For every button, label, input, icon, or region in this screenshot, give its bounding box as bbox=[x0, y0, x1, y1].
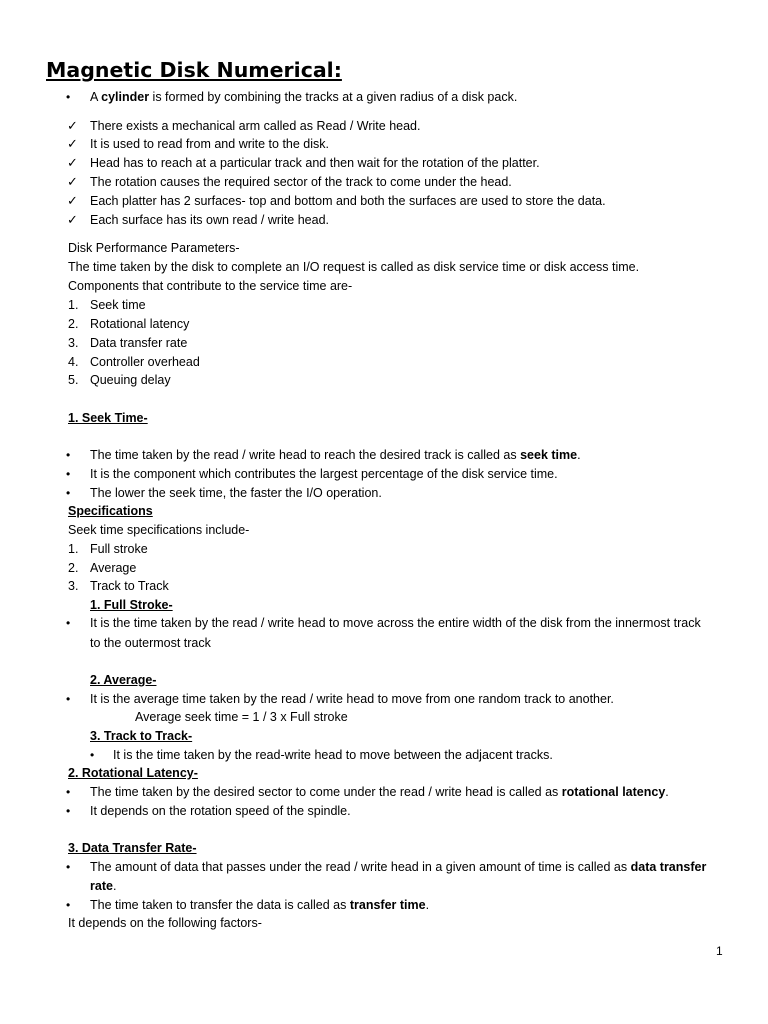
component-item: Controller overhead bbox=[90, 355, 200, 369]
checklist-item: Head has to reach at a particular track and then wait for the rotation of the platter. bbox=[90, 156, 540, 170]
bullet-icon: • bbox=[66, 448, 71, 462]
track-to-track-definition: It is the time taken by the read-write head to move between the adjacent tracks. bbox=[113, 748, 553, 762]
checkmark-icon: ✓ bbox=[67, 136, 78, 151]
bullet-icon: • bbox=[66, 486, 71, 500]
data-transfer-rate-heading: 3. Data Transfer Rate- bbox=[68, 841, 197, 855]
list-number: 1. bbox=[68, 298, 79, 312]
checklist-item: Each platter has 2 surfaces- top and bottom and both the surfaces are used to store the data. bbox=[90, 194, 606, 208]
component-item: Seek time bbox=[90, 298, 146, 312]
average-formula: Average seek time = 1 / 3 x Full stroke bbox=[135, 710, 348, 724]
list-number: 3. bbox=[68, 579, 79, 593]
specifications-intro: Seek time specifications include- bbox=[68, 523, 250, 537]
bullet-icon: • bbox=[66, 785, 71, 799]
average-heading: 2. Average- bbox=[90, 673, 157, 687]
list-number: 3. bbox=[68, 336, 79, 350]
rotational-latency-heading: 2. Rotational Latency- bbox=[68, 766, 198, 780]
seek-time-heading: 1. Seek Time- bbox=[68, 411, 148, 425]
bullet-icon: • bbox=[66, 467, 71, 481]
spec-item: Track to Track bbox=[90, 579, 169, 593]
cylinder-definition: A cylinder is formed by combining the tracks at a given radius of a disk pack. bbox=[90, 90, 518, 104]
data-transfer-rate-definition: The amount of data that passes under the read / write head in a given amount of time is called as data transfer bbox=[90, 860, 707, 874]
list-number: 1. bbox=[68, 542, 79, 556]
full-stroke-definition: It is the time taken by the read / write head to move across the entire width of the disk from the innermost track bbox=[90, 616, 701, 630]
bullet-icon: • bbox=[66, 692, 71, 706]
component-item: Rotational latency bbox=[90, 317, 190, 331]
bullet-icon: • bbox=[66, 804, 71, 818]
seek-time-point: The lower the seek time, the faster the I/O operation. bbox=[90, 486, 382, 500]
checkmark-icon: ✓ bbox=[67, 193, 78, 208]
checkmark-icon: ✓ bbox=[67, 174, 78, 189]
track-to-track-heading: 3. Track to Track- bbox=[90, 729, 193, 743]
full-stroke-heading: 1. Full Stroke- bbox=[90, 598, 173, 612]
spec-item: Full stroke bbox=[90, 542, 148, 556]
checklist-item: The rotation causes the required sector of the track to come under the head. bbox=[90, 175, 512, 189]
components-intro: Components that contribute to the service time are- bbox=[68, 279, 353, 293]
rotational-latency-definition: The time taken by the desired sector to come under the read / write head is called as rotational latency. bbox=[90, 785, 669, 799]
page-number: 1 bbox=[716, 944, 723, 958]
full-stroke-definition-cont: to the outermost track bbox=[90, 636, 211, 650]
page-title: Magnetic Disk Numerical: bbox=[46, 58, 342, 82]
bullet-icon: • bbox=[66, 90, 71, 104]
factors-intro: It depends on the following factors- bbox=[68, 916, 262, 930]
checkmark-icon: ✓ bbox=[67, 212, 78, 227]
seek-time-definition: The time taken by the read / write head to reach the desired track is called as seek time. bbox=[90, 448, 581, 462]
list-number: 5. bbox=[68, 373, 79, 387]
seek-time-point: It is the component which contributes the largest percentage of the disk service time. bbox=[90, 467, 558, 481]
average-definition: It is the average time taken by the read / write head to move from one random track to another. bbox=[90, 692, 614, 706]
list-number: 2. bbox=[68, 317, 79, 331]
bullet-icon: • bbox=[66, 616, 71, 630]
spec-item: Average bbox=[90, 561, 137, 575]
params-heading: Disk Performance Parameters- bbox=[68, 241, 240, 255]
checkmark-icon: ✓ bbox=[67, 155, 78, 170]
checkmark-icon: ✓ bbox=[67, 118, 78, 133]
list-number: 2. bbox=[68, 561, 79, 575]
bullet-icon: • bbox=[90, 748, 95, 762]
data-transfer-rate-definition-cont: rate. bbox=[90, 879, 117, 893]
checklist-item: There exists a mechanical arm called as Read / Write head. bbox=[90, 119, 421, 133]
bullet-icon: • bbox=[66, 898, 71, 912]
rotational-latency-point: It depends on the rotation speed of the spindle. bbox=[90, 804, 351, 818]
component-item: Queuing delay bbox=[90, 373, 171, 387]
specifications-heading: Specifications bbox=[68, 504, 153, 518]
params-description: The time taken by the disk to complete an I/O request is called as disk service time or disk access time. bbox=[68, 260, 640, 274]
checklist-item: It is used to read from and write to the disk. bbox=[90, 137, 330, 151]
component-item: Data transfer rate bbox=[90, 336, 188, 350]
list-number: 4. bbox=[68, 355, 79, 369]
transfer-time-definition: The time taken to transfer the data is called as transfer time. bbox=[90, 898, 430, 912]
bullet-icon: • bbox=[66, 860, 71, 874]
checklist-item: Each surface has its own read / write head. bbox=[90, 213, 330, 227]
